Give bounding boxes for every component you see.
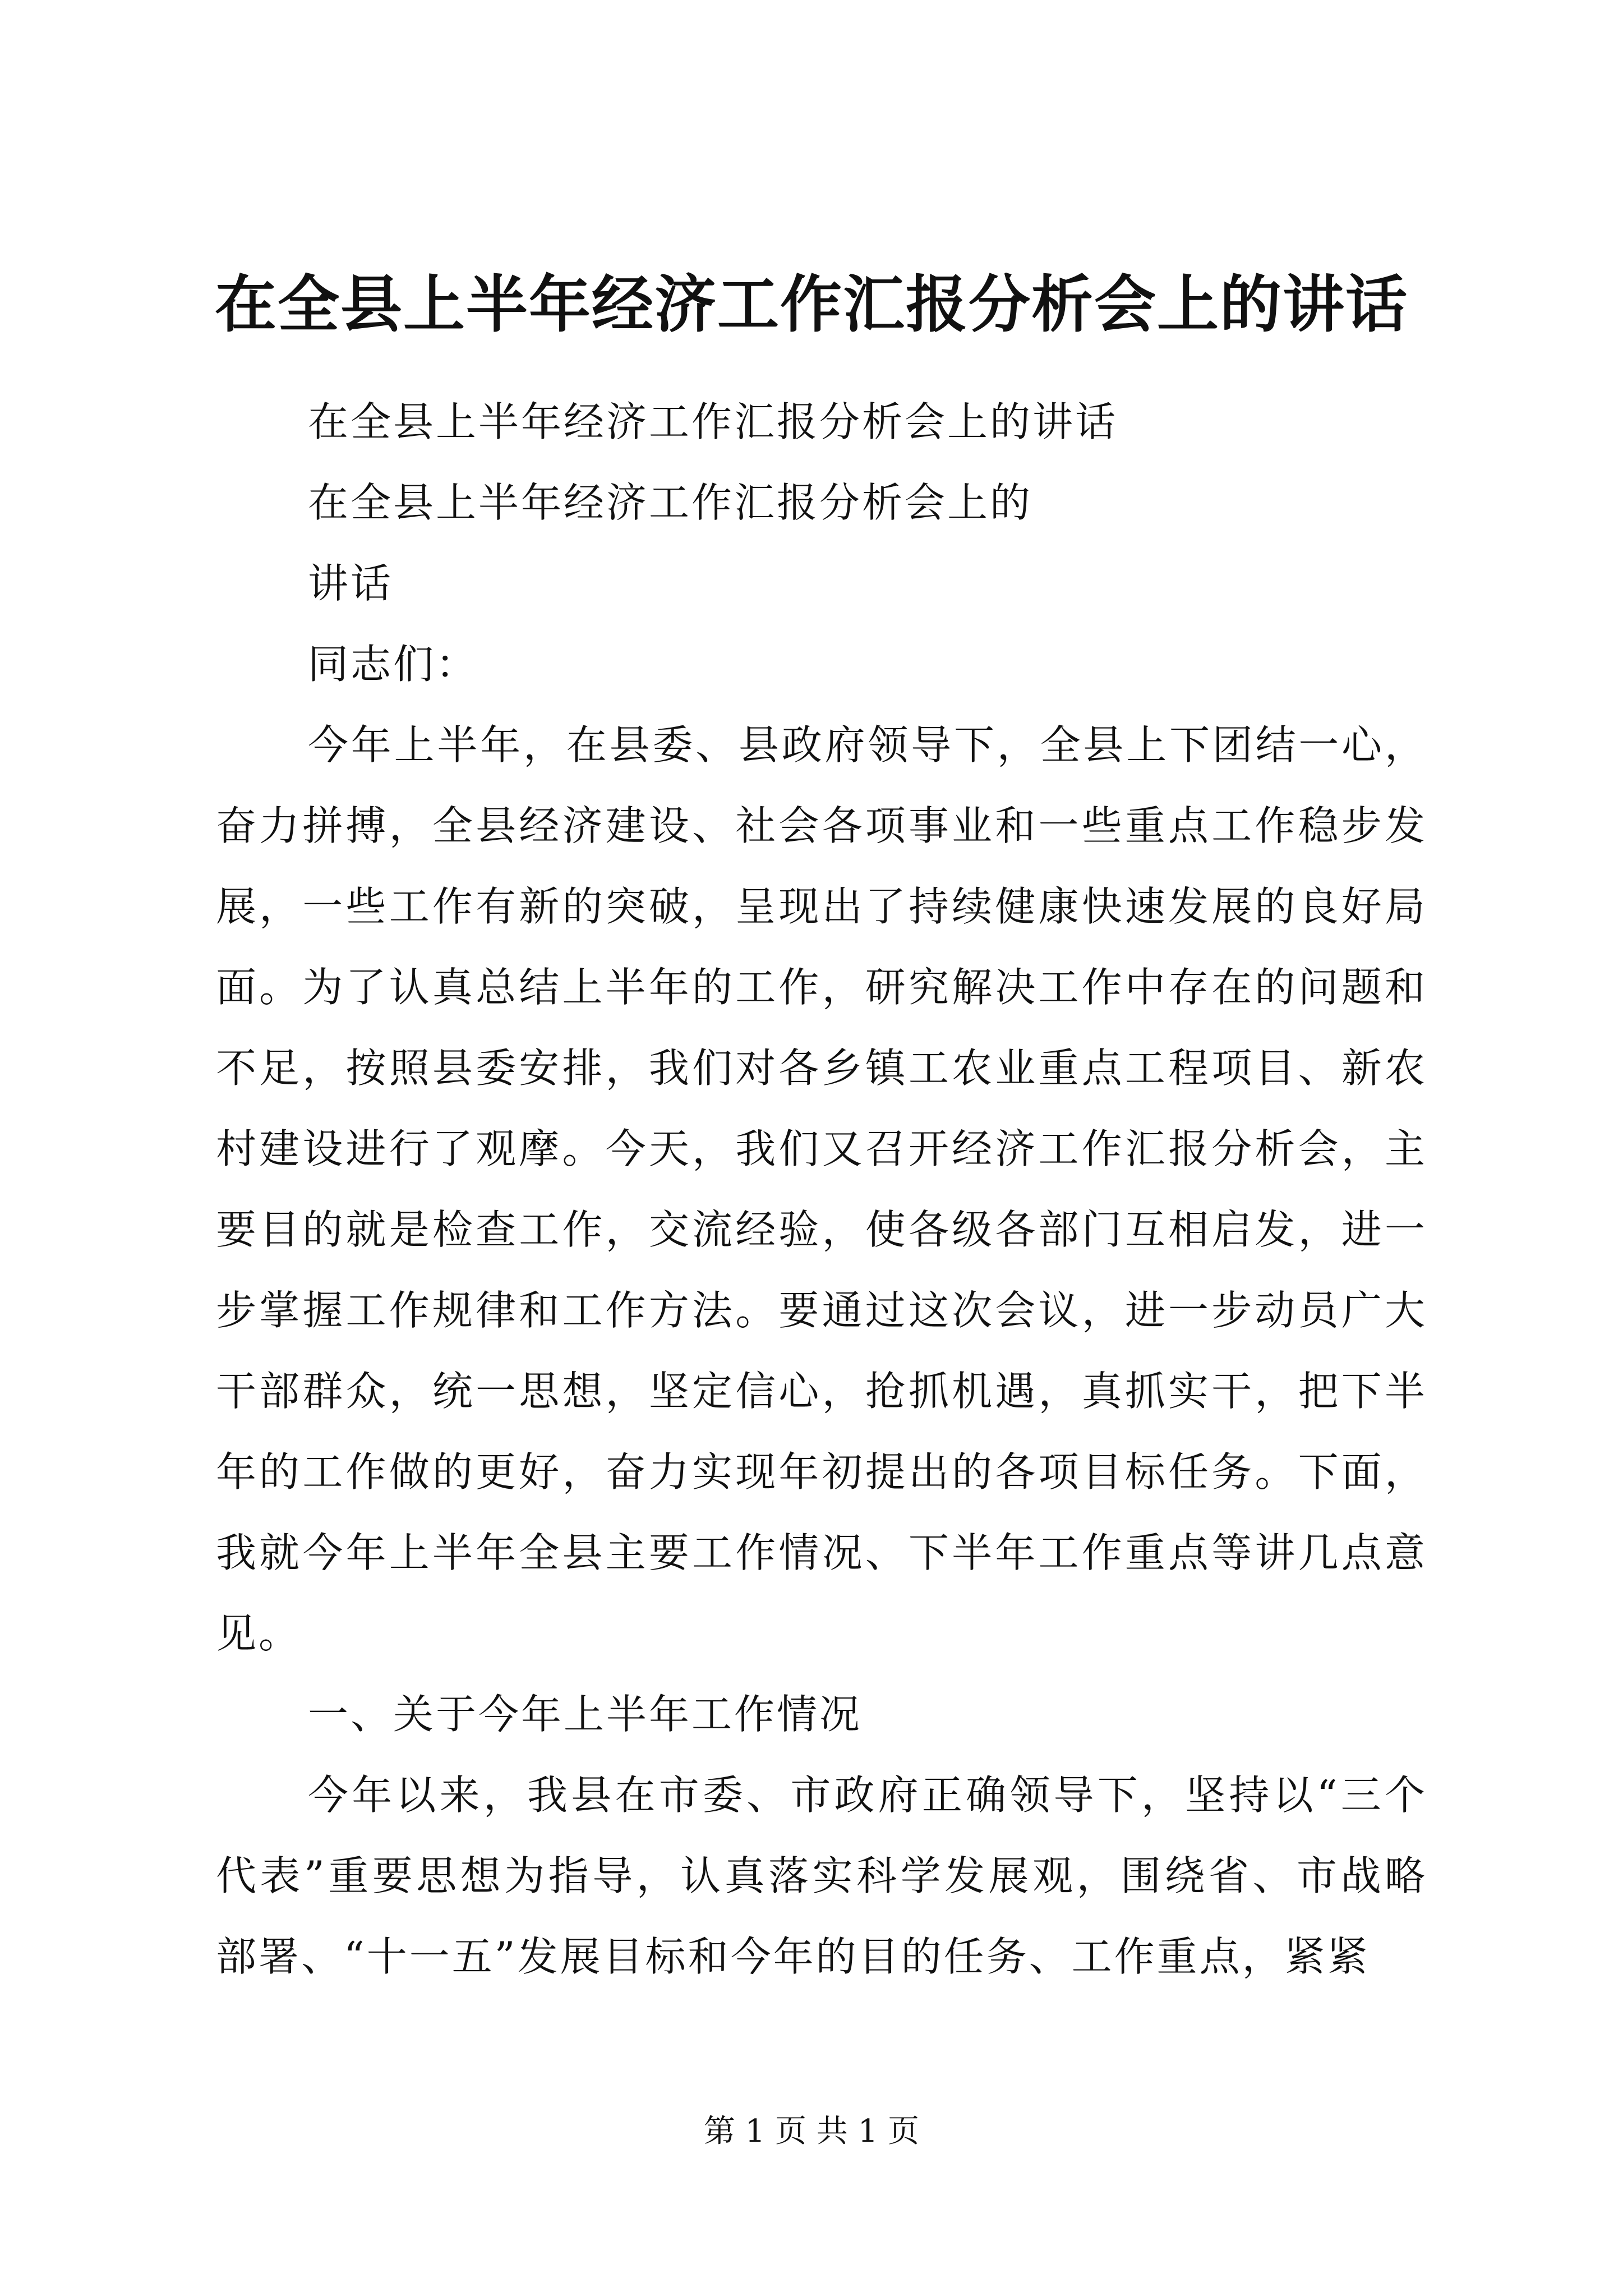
paragraph-section-body: 今年以来，我县在市委、市政府正确领导下，坚持以“三个代表”重要思想为指导，认真落实科学发展观，围绕省、市战略部署、“十一五”发展目标和今年的目的任务、工作重点，紧紧 [216,1772,1427,1980]
document-body [216,381,1427,1997]
paragraph-section-heading: 一、关于今年上半年工作情况 [308,1691,863,1738]
paragraph-salutation: 同志们： [308,641,479,688]
paragraph-heading-line: 在全县上半年经济工作汇报分析会上的 [308,479,1033,526]
document-title: 在全县上半年经济工作汇报分析会上的讲话 [215,268,1408,341]
paragraph-intro: 今年上半年，在县委、县政府领导下，全县上下团结一心，奋力拼搏，全县经济建设、社会各项事业和一些重点工作稳步发展，一些工作有新的突破，呈现出了持续健康快速发展的良好局面。为了认真总结上半年的工作，研究解决工作中存在的问题和不足，按照县委安排，我们对各乡镇工农业重点工程项目、新农村建设进行了观摩。今天，我们又召开经济工作汇报分析会，主要目的就是检查工作，交流经验，使各级各部门互相启发，进一步掌握工作规律和工作方法。要通过这次会议，进一步动员广大干部群众，统一思想，坚定信心，抢抓机遇，真抓实干，把下半年的工作做的更好，奋力实现年初提出的各项目标任务。下面，我就今年上半年全县主要工作情况、下半年工作重点等讲几点意见。 [216,721,1427,1657]
page-footer: 第 1 页 共 1 页 [703,2113,920,2150]
paragraph-heading-tail: 讲话 [308,560,394,607]
paragraph-heading-repeat: 在全县上半年经济工作汇报分析会上的讲话 [308,398,1118,445]
